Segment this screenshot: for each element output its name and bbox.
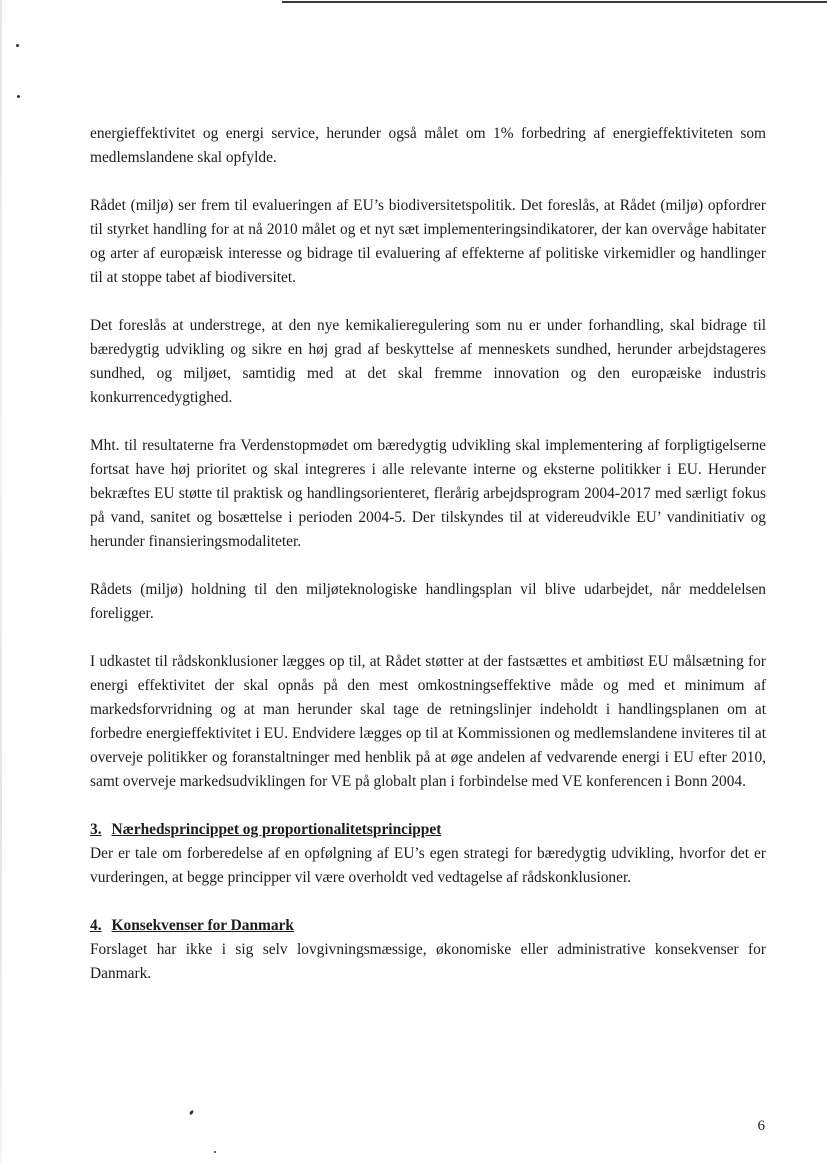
- scan-speck: [17, 95, 20, 98]
- section-title: Nærhedsprincippet og proportionalitetsprincippet: [111, 821, 442, 838]
- paragraph-world-summit: Mht. til resultaterne fra Verdenstopmødet om bæredygtig udvikling skal implementering af forpligtigelserne fortsat have høj prioritet og skal integreres i alle relevante interne og eksterne politikker i EU. Herunder bekræftes EU støtte til praktisk og handlingsorienteret, flerårig arbejdsprogram 2004-2017 med særligt fokus på vand, sanitet og bosættelse i perioden 2004-5. Der tilskyndes til at videreudvikle EU’ vandinitiativ og herunder finansieringsmodaliteter.: [90, 437, 766, 550]
- section-number: 4.: [90, 917, 102, 934]
- section-number: 3.: [90, 821, 102, 838]
- scan-speck: [189, 1110, 194, 1116]
- paragraph-subsidiarity: Der er tale om forberedelse af en opfølgning af EU’s egen strategi for bæredygtig udvikling, hvorfor det er vurderingen, at begge principper vil være overholdt ved vedtagelse af rådskonklusioner.: [90, 845, 766, 886]
- scan-speck: [214, 1151, 216, 1153]
- paragraph-energy-efficiency: energieffektivitet og energi service, herunder også målet om 1% forbedring af energieffektiviteten som medlemslandene skal opfylde.: [90, 125, 766, 166]
- page-number: 6: [757, 1118, 765, 1134]
- scan-speck: [16, 44, 19, 47]
- scan-left-edge: [0, 0, 2, 1163]
- top-rule: [282, 1, 827, 3]
- section-title: Konsekvenser for Danmark: [111, 917, 294, 934]
- paragraph-environmental-technology: Rådets (miljø) holdning til den miljøteknologiske handlingsplan vil blive udarbejdet, når meddelelsen foreligger.: [90, 581, 766, 622]
- paragraph-council-conclusions: I udkastet til rådskonklusioner lægges op til, at Rådet støtter at der fastsættes et ambitiøst EU målsætning for energi effektivitet der skal opnås på den mest omkostningseffektive måde og med et minimum af markedsforvridning og at man herunder skal tage de retningslinjer indeholdt i handlingsplanen om at forbedre energieffektivitet i EU. Endvidere lægges op til at Kommissionen og medlemslandene inviteres til at overveje politikker og foranstaltninger med henblik på at øge andelen af vedvarende energi i EU efter 2010, samt overveje markedsudviklingen for VE på globalt plan i forbindelse med VE konferencen i Bonn 2004.: [90, 653, 766, 790]
- paragraph-biodiversity: Rådet (miljø) ser frem til evalueringen af EU’s biodiversitetspolitik. Det foreslås, at Rådet (miljø) opfordrer til styrket handling for at nå 2010 målet og et nyt sæt implementeringsindikatorer, der kan overvåge habitater og arter af europæisk interesse og bidrage til evaluering af effekterne af politiske virkemidler og handlinger til at stoppe tabet af biodiversitet.: [90, 197, 766, 286]
- paragraph-chemicals: Det foreslås at understrege, at den nye kemikalieregulering som nu er under forhandling, skal bidrage til bæredygtig udvikling og sikre en høj grad af beskyttelse af menneskets sundhed, herunder arbejdstageres sundhed, og miljøet, samtidig med at det skal fremme innovation og den europæiske industris konkurrencedygtighed.: [90, 317, 766, 406]
- paragraph-consequences: Forslaget har ikke i sig selv lovgivningsmæssige, økonomiske eller administrative konsekvenser for Danmark.: [90, 941, 766, 982]
- document-body: [90, 122, 766, 1010]
- section-heading-subsidiarity: [90, 818, 766, 842]
- section-heading-consequences: [90, 914, 766, 938]
